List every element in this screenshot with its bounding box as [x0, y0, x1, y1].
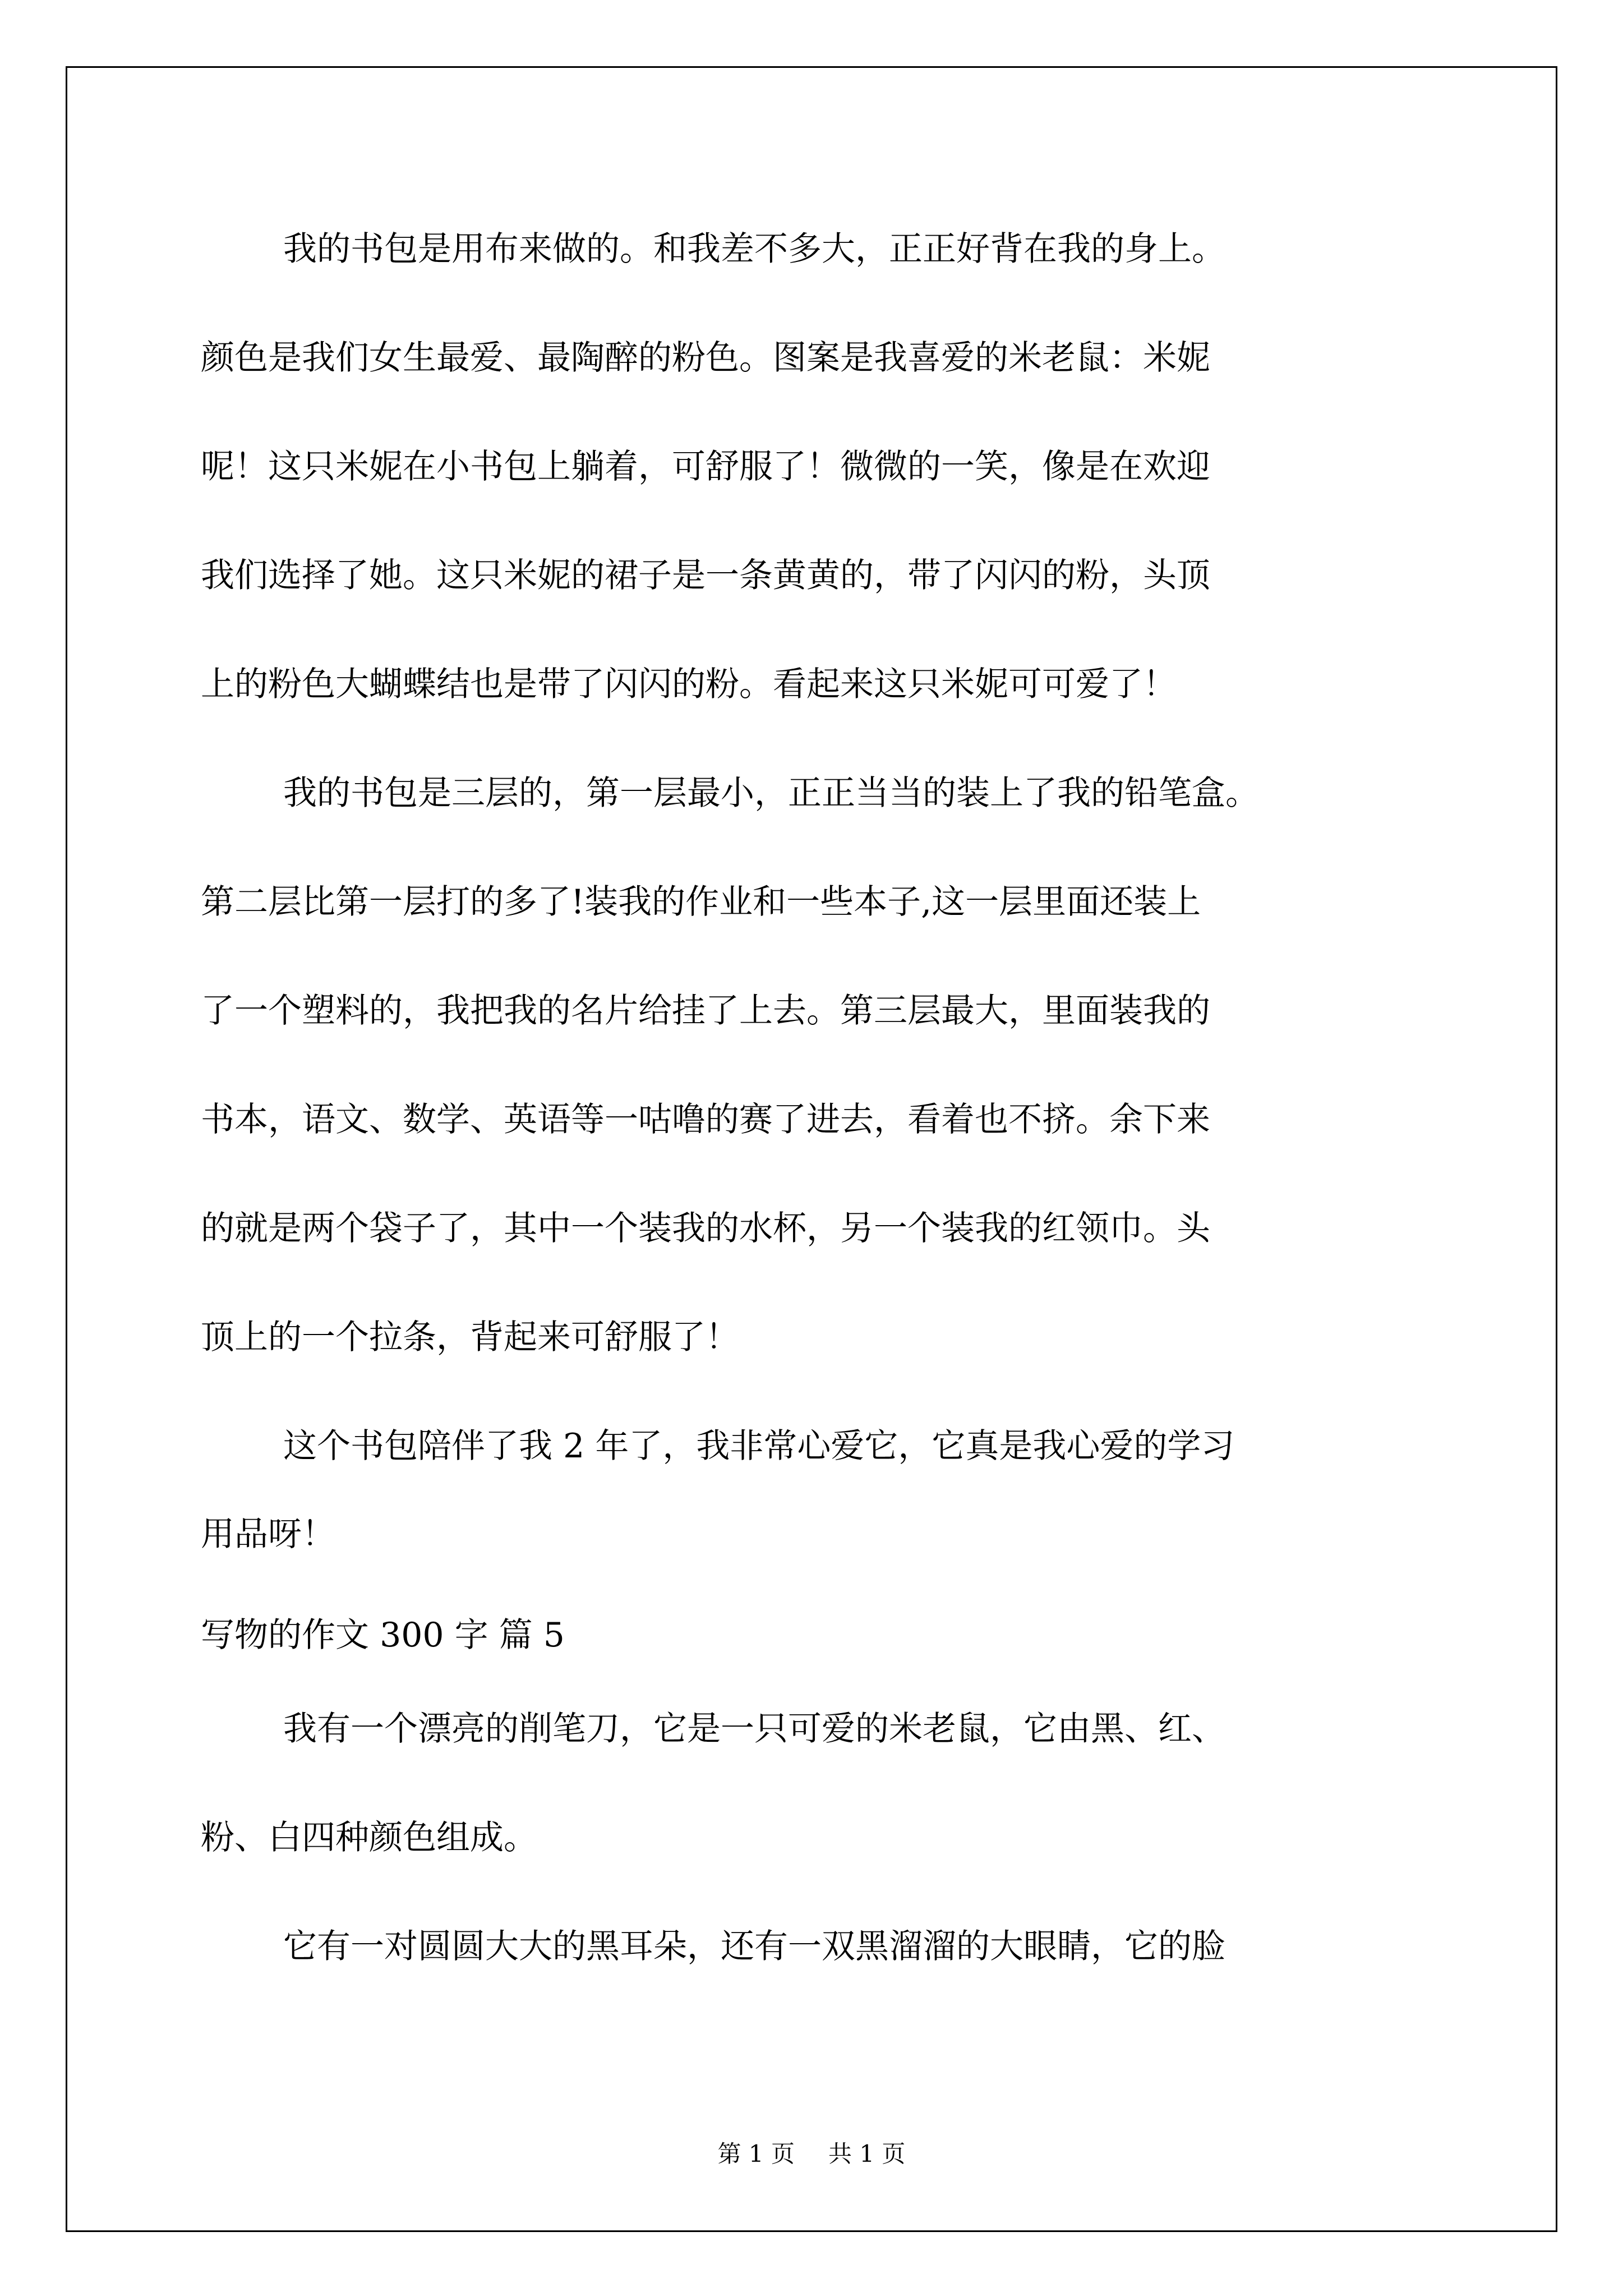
paragraph-line: 上的粉色大蝴蝶结也是带了闪闪的粉。看起来这只米妮可可爱了！ [201, 665, 1177, 704]
page-footer [0, 2137, 1623, 2171]
paragraph-line: 颜色是我们女生最爱、最陶醉的粉色。图案是我喜爱的米老鼠：米妮 [201, 338, 1210, 378]
page-total: 共 1 页 [828, 2140, 906, 2168]
paragraph-line: 呢！这只米妮在小书包上躺着，可舒服了！微微的一笑，像是在欢迎 [201, 447, 1210, 486]
paragraph-line: 了一个塑料的，我把我的名片给挂了上去。第三层最大，里面装我的 [201, 991, 1210, 1030]
paragraph-line: 我们选择了她。这只米妮的裙子是一条黄黄的，带了闪闪的粉，头顶 [201, 556, 1210, 595]
paragraph-line: 用品呀！ [201, 1515, 335, 1554]
page-border [66, 66, 1557, 2232]
paragraph-line: 它有一对圆圆大大的黑耳朵，还有一双黑溜溜的大眼睛，它的脸 [283, 1927, 1225, 1966]
page-number: 第 1 页 [717, 2140, 795, 2168]
paragraph-line: 的就是两个袋子了，其中一个装我的水杯，另一个装我的红领巾。头 [201, 1209, 1210, 1248]
paragraph-line: 顶上的一个拉条，背起来可舒服了！ [201, 1318, 739, 1357]
paragraph-line: 书本，语文、数学、英语等一咕噜的赛了进去，看着也不挤。余下来 [201, 1100, 1210, 1139]
paragraph-line: 我有一个漂亮的削笔刀，它是一只可爱的米老鼠，它由黑、红、 [283, 1709, 1225, 1749]
paragraph-line: 我的书包是三层的，第一层最小，正正当当的装上了我的铅笔盒。 [283, 774, 1259, 813]
paragraph-line: 我的书包是用布来做的。和我差不多大，正正好背在我的身上。 [283, 229, 1225, 269]
section-heading: 写物的作文 300 字 篇 5 [201, 1616, 565, 1655]
paragraph-line: 这个书包陪伴了我 2 年了，我非常心爱它，它真是我心爱的学习 [283, 1427, 1235, 1466]
paragraph-line: 第二层比第一层打的多了!装我的作业和一些本子,这一层里面还装上 [201, 882, 1201, 922]
paragraph-line: 粉、白四种颜色组成。 [201, 1818, 537, 1857]
